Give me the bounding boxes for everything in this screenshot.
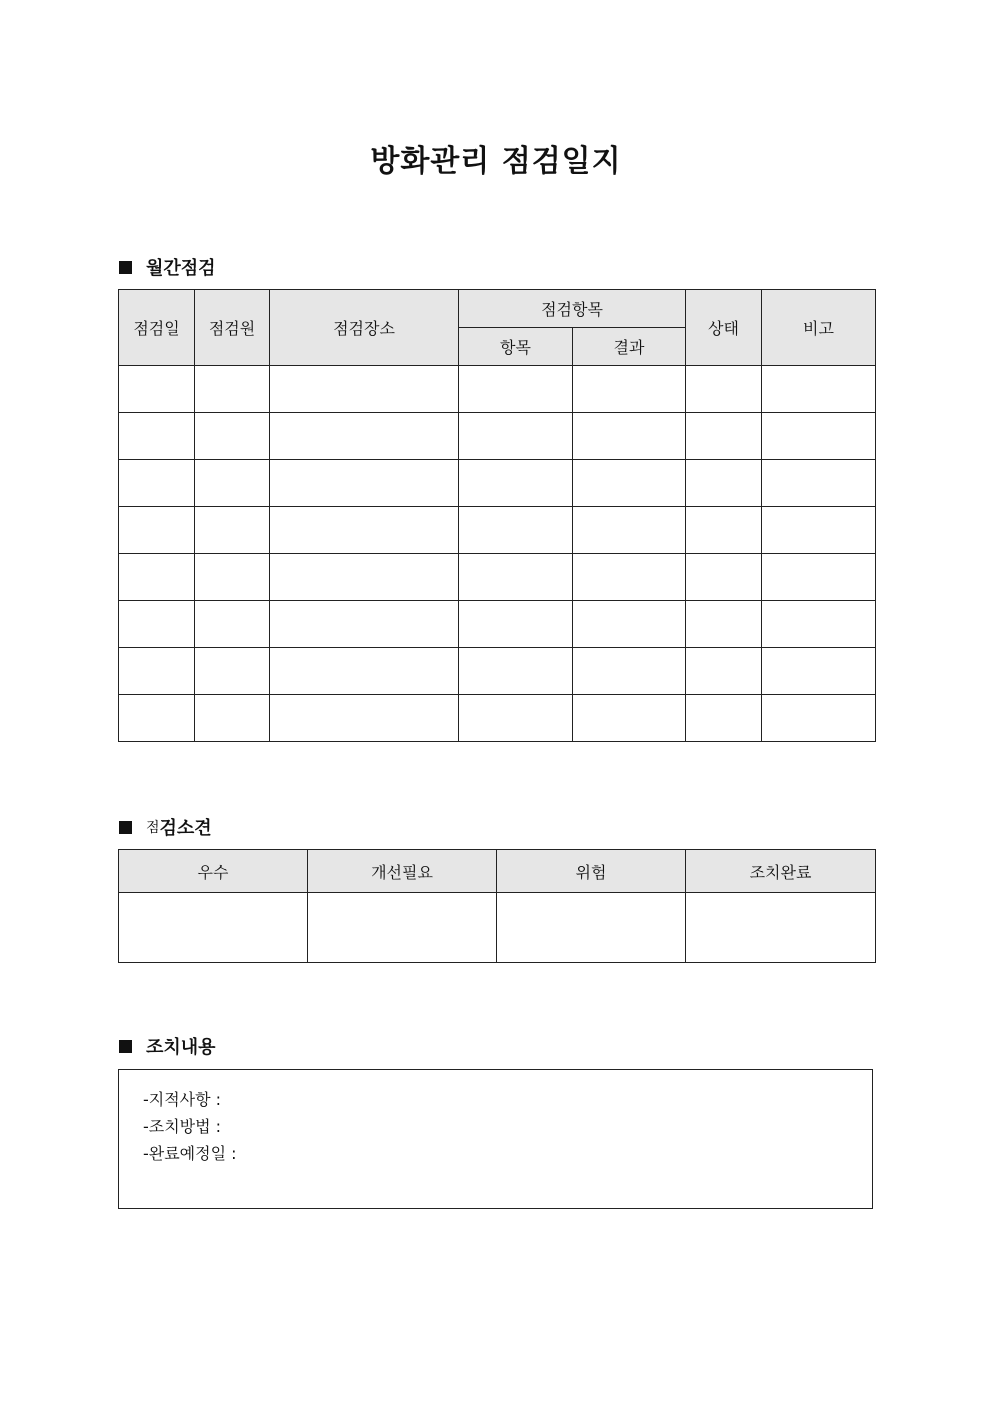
section-title-opinion: 검소견: [159, 818, 212, 839]
cell-remarks[interactable]: [762, 413, 876, 460]
cell-date[interactable]: [119, 648, 195, 695]
header-item: 항목: [459, 328, 573, 366]
table-row: [119, 366, 876, 413]
cell-result[interactable]: [573, 601, 686, 648]
table-row: [119, 413, 876, 460]
cell-remarks[interactable]: [762, 460, 876, 507]
section-title-monthly: 월간점검: [146, 258, 216, 279]
action-line-findings: -지적사항 :: [143, 1090, 222, 1109]
cell-location[interactable]: [270, 554, 459, 601]
header-remarks: 비고: [762, 290, 876, 366]
cell-status[interactable]: [686, 648, 762, 695]
table-row: [119, 695, 876, 742]
opinion-cell-excellent[interactable]: [119, 893, 308, 963]
cell-status[interactable]: [686, 695, 762, 742]
cell-location[interactable]: [270, 366, 459, 413]
cell-item[interactable]: [459, 366, 573, 413]
cell-status[interactable]: [686, 507, 762, 554]
cell-location[interactable]: [270, 507, 459, 554]
cell-item[interactable]: [459, 695, 573, 742]
section-heading-opinion: [119, 814, 212, 840]
cell-result[interactable]: [573, 507, 686, 554]
section-heading-action: [119, 1033, 216, 1059]
section-title-opinion-first-char: 점: [146, 820, 160, 836]
cell-inspector[interactable]: [195, 413, 270, 460]
cell-inspector[interactable]: [195, 554, 270, 601]
header-excellent: 우수: [119, 850, 308, 893]
opinion-table: [118, 849, 876, 963]
section-title-action: 조치내용: [146, 1037, 216, 1058]
cell-remarks[interactable]: [762, 601, 876, 648]
cell-location[interactable]: [270, 413, 459, 460]
cell-item[interactable]: [459, 601, 573, 648]
header-result: 결과: [573, 328, 686, 366]
cell-date[interactable]: [119, 554, 195, 601]
square-bullet-icon: [119, 821, 132, 834]
cell-inspector[interactable]: [195, 695, 270, 742]
square-bullet-icon: [119, 261, 132, 274]
header-danger: 위험: [497, 850, 686, 893]
cell-inspector[interactable]: [195, 366, 270, 413]
cell-result[interactable]: [573, 648, 686, 695]
action-line-due-date: -완료예정일 :: [143, 1144, 237, 1163]
header-location: 점검장소: [270, 290, 459, 366]
header-inspector: 점검원: [195, 290, 270, 366]
cell-status[interactable]: [686, 460, 762, 507]
action-details-box[interactable]: [118, 1069, 873, 1209]
table-row: [119, 601, 876, 648]
table-row: [119, 554, 876, 601]
header-needs-improvement: 개선필요: [308, 850, 497, 893]
cell-status[interactable]: [686, 554, 762, 601]
action-line-method: -조치방법 :: [143, 1117, 222, 1136]
opinion-cell-danger[interactable]: [497, 893, 686, 963]
cell-item[interactable]: [459, 554, 573, 601]
cell-date[interactable]: [119, 460, 195, 507]
cell-item[interactable]: [459, 648, 573, 695]
table-row: [119, 460, 876, 507]
cell-date[interactable]: [119, 695, 195, 742]
cell-remarks[interactable]: [762, 648, 876, 695]
header-inspection-items: 점검항목: [459, 290, 686, 328]
cell-date[interactable]: [119, 507, 195, 554]
header-action-complete: 조치완료: [686, 850, 876, 893]
cell-location[interactable]: [270, 601, 459, 648]
cell-result[interactable]: [573, 460, 686, 507]
cell-result[interactable]: [573, 366, 686, 413]
cell-remarks[interactable]: [762, 507, 876, 554]
cell-item[interactable]: [459, 507, 573, 554]
cell-inspector[interactable]: [195, 648, 270, 695]
cell-location[interactable]: [270, 460, 459, 507]
cell-item[interactable]: [459, 460, 573, 507]
cell-inspector[interactable]: [195, 507, 270, 554]
cell-date[interactable]: [119, 601, 195, 648]
cell-remarks[interactable]: [762, 366, 876, 413]
cell-location[interactable]: [270, 648, 459, 695]
opinion-cell-action-complete[interactable]: [686, 893, 876, 963]
cell-date[interactable]: [119, 366, 195, 413]
cell-location[interactable]: [270, 695, 459, 742]
cell-status[interactable]: [686, 413, 762, 460]
cell-inspector[interactable]: [195, 460, 270, 507]
header-status: 상태: [686, 290, 762, 366]
cell-result[interactable]: [573, 554, 686, 601]
opinion-cell-needs-improvement[interactable]: [308, 893, 497, 963]
table-row: [119, 648, 876, 695]
cell-item[interactable]: [459, 413, 573, 460]
cell-date[interactable]: [119, 413, 195, 460]
table-row: [119, 507, 876, 554]
cell-status[interactable]: [686, 601, 762, 648]
cell-result[interactable]: [573, 413, 686, 460]
cell-status[interactable]: [686, 366, 762, 413]
header-inspection-date: 점검일: [119, 290, 195, 366]
cell-remarks[interactable]: [762, 554, 876, 601]
section-heading-monthly: [119, 254, 216, 280]
cell-remarks[interactable]: [762, 695, 876, 742]
page-title: 방화관리 점검일지: [370, 144, 622, 179]
monthly-inspection-table: [118, 289, 876, 742]
square-bullet-icon: [119, 1040, 132, 1053]
cell-inspector[interactable]: [195, 601, 270, 648]
cell-result[interactable]: [573, 695, 686, 742]
